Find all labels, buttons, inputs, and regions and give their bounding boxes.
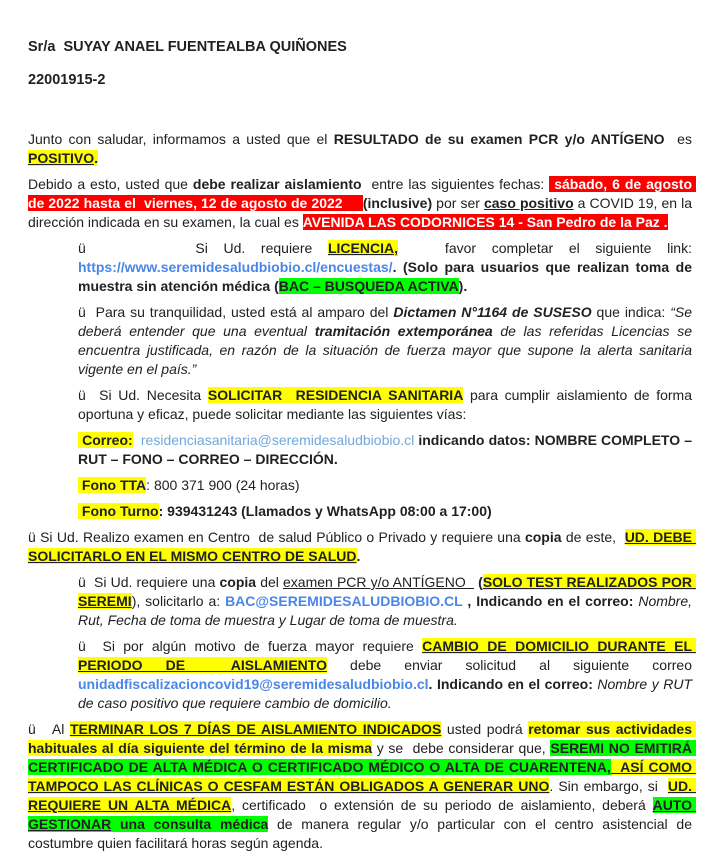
bac-email-link[interactable]: BAC@SEREMIDESALUDBIOBIO.CL: [225, 593, 463, 609]
text-run: (inclusive): [362, 195, 433, 211]
text-run: copia: [524, 529, 562, 545]
text-run: examen PCR y/o ANTÍGENO: [283, 574, 475, 590]
text-run: Nombre y RUT de caso positivo que requiere cambio de domicilio.: [78, 676, 696, 711]
isolation-dates-paragraph: [28, 175, 696, 232]
text-run: y se debe considerar que,: [372, 740, 551, 756]
encuestas-link[interactable]: https://www.seremidesaludbiobio.cl/encuestas/: [78, 259, 393, 275]
text-run: (Solo para usuarios que realizan toma de muestra sin atención médica (: [78, 259, 696, 294]
text-run: CAMBIO DE DOMICILIO DURANTE EL PERIODO DE AISLAMIENTO: [78, 638, 696, 673]
text-run: [133, 432, 141, 448]
text-run: AVENIDA LAS CODORNICES 14 - San Pedro de la Paz .: [302, 214, 668, 230]
text-run: ).: [458, 278, 468, 294]
text-run: .: [392, 259, 403, 275]
text-run: Fono Turno: [78, 503, 159, 519]
fiscalizacion-email-link[interactable]: unidadfiscalizacioncovid19@seremidesaludbiobio.cl: [78, 676, 429, 692]
text-run: (: [474, 574, 483, 590]
text-run: sábado, 6 de agosto de 2022 hasta el viernes, 12 de agosto de 2022: [28, 176, 696, 211]
text-run: Debido a esto, usted que: [28, 176, 193, 192]
termino-aislamiento-paragraph: [28, 720, 696, 853]
text-run: .: [94, 150, 99, 166]
text-run: indicando datos: NOMBRE COMPLETO – RUT – FONO – CORREO – DIRECCIÓN.: [78, 432, 696, 467]
text-run: , certificado o extensión de su periodo de aislamiento, deberá: [231, 797, 653, 813]
text-run: :: [158, 503, 168, 519]
text-run: de las referidas Licencias se encuentra justificada, en razón de la situación de fuerza mayor que supone la alerta sanitaria vigente en el país.”: [78, 323, 696, 377]
text-run: debe realizar aislamiento: [192, 176, 362, 192]
text-run: es: [664, 131, 696, 147]
text-run: copia: [219, 574, 257, 590]
fono-turno-paragraph: [78, 502, 692, 521]
text-run: entre las siguientes fechas:: [361, 176, 550, 192]
text-run: Nombre, Rut, Fecha de toma de muestra y Lugar de toma de muestra.: [78, 593, 696, 628]
text-run: POSITIVO: [28, 150, 95, 166]
text-run: que indica:: [591, 304, 671, 320]
text-run: SOLICITAR RESIDENCIA SANITARIA: [207, 387, 464, 403]
dictamen-suseso-paragraph: [78, 303, 696, 379]
text-run: Indicando en el correo:: [436, 676, 593, 692]
text-run: “Se deberá entender que una eventual: [78, 304, 696, 339]
correo-residencia-paragraph: [78, 431, 696, 469]
text-run: .: [356, 548, 361, 564]
text-run: del: [256, 574, 284, 590]
text-run: ü Si por algún motivo de fuerza mayor requiere: [78, 638, 423, 654]
recipient-line: Sr/a SUYAY ANAEL FUENTEALBA QUIÑONES: [28, 39, 347, 55]
text-run: SOLO TEST REALIZADOS POR SEREMI: [78, 574, 696, 609]
text-run: tramitación extemporánea: [314, 323, 493, 339]
text-run: . Sin embargo, si: [549, 778, 668, 794]
text-run: usted podrá: [441, 721, 529, 737]
text-run: a COVID 19, en la dirección indicada en su examen, la cual es: [28, 195, 696, 230]
text-run: .: [428, 676, 437, 692]
text-run: SEREMI NO EMITIRÁ CERTIFICADO DE ALTA MÉDICA O CERTIFICADO MÉDICO O ALTA DE CUARENTENA,: [28, 740, 696, 775]
text-run: Indicando en el correo:: [476, 593, 634, 609]
text-run: Correo:: [78, 432, 133, 448]
text-run: RESULTADO de su examen PCR y/o ANTÍGENO: [333, 131, 665, 147]
text-run: UD. REQUIERE UN ALTA MÉDICA: [28, 778, 696, 813]
text-run: por ser: [432, 195, 484, 211]
text-run: retomar sus actividades habituales al día siguiente del término de la misma: [28, 721, 696, 756]
residencia-email-link[interactable]: residenciasanitaria@seremidesaludbiobio.cl: [140, 432, 415, 448]
text-run: ü Al: [28, 721, 70, 737]
residencia-sanitaria-paragraph: [78, 386, 696, 424]
text-run: de manera regular y/o particular con el centro asistencial de costumbre quien facilitará horas según agenda.: [28, 816, 696, 851]
text-run: de este,: [561, 529, 625, 545]
folio-number: 22001915-2: [28, 72, 106, 88]
text-run: favor completar el siguiente link:: [397, 240, 696, 256]
text-run: 939431243 (Llamados y WhatsApp 08:00 a 17:00): [167, 503, 492, 519]
copia-seremi-paragraph: [78, 573, 696, 630]
text-run: ASÍ COMO TAMPOCO LAS CLÍNICAS O CESFAM ESTÁN OBLIGADOS A GENERAR UNO: [28, 759, 696, 794]
text-run: debe enviar solicitud al siguiente correo: [326, 657, 696, 673]
text-run: Fono TTA: [78, 477, 147, 493]
text-run: UD. DEBE SOLICITARLO EN EL MISMO CENTRO DE SALUD: [28, 529, 696, 564]
text-run: Junto con saludar, informamos a usted que el: [28, 131, 334, 147]
text-run: ,: [394, 240, 398, 256]
text-run: ü Si Ud. requiere una: [78, 574, 220, 590]
text-run: una consulta médica: [111, 816, 269, 832]
fono-tta-paragraph: [78, 476, 692, 495]
text-run: caso positivo: [483, 195, 574, 211]
copia-centro-salud-paragraph: [28, 528, 696, 566]
text-run: Dictamen N°1164 de SUSESO: [393, 304, 592, 320]
text-run: ü Si Ud. requiere: [78, 240, 328, 256]
text-run: TERMINAR LOS 7 DÍAS DE AISLAMIENTO INDICADOS: [69, 721, 442, 737]
text-run: : 800 371 900 (24 horas): [146, 477, 300, 493]
text-run: ), solicitarlo a:: [131, 593, 226, 609]
text-run: LICENCIA: [327, 240, 395, 256]
result-paragraph: [28, 130, 696, 168]
text-run: ü Si Ud. Realizo examen en Centro de salud Público o Privado y requiere una: [28, 529, 525, 545]
cambio-domicilio-paragraph: [78, 637, 696, 713]
licencia-paragraph: [78, 239, 696, 296]
text-run: ü Si Ud. Necesita: [78, 387, 208, 403]
text-run: para cumplir aislamiento de forma oportuna y eficaz, puede solicitar mediante las siguientes vías:: [78, 387, 696, 422]
text-run: ü Para su tranquilidad, usted está al amparo del: [78, 304, 394, 320]
text-run: AUTO GESTIONAR: [28, 797, 696, 832]
text-run: ,: [462, 593, 477, 609]
text-run: BAC – BUSQUEDA ACTIVA: [278, 278, 459, 294]
letter-body: [28, 130, 696, 853]
